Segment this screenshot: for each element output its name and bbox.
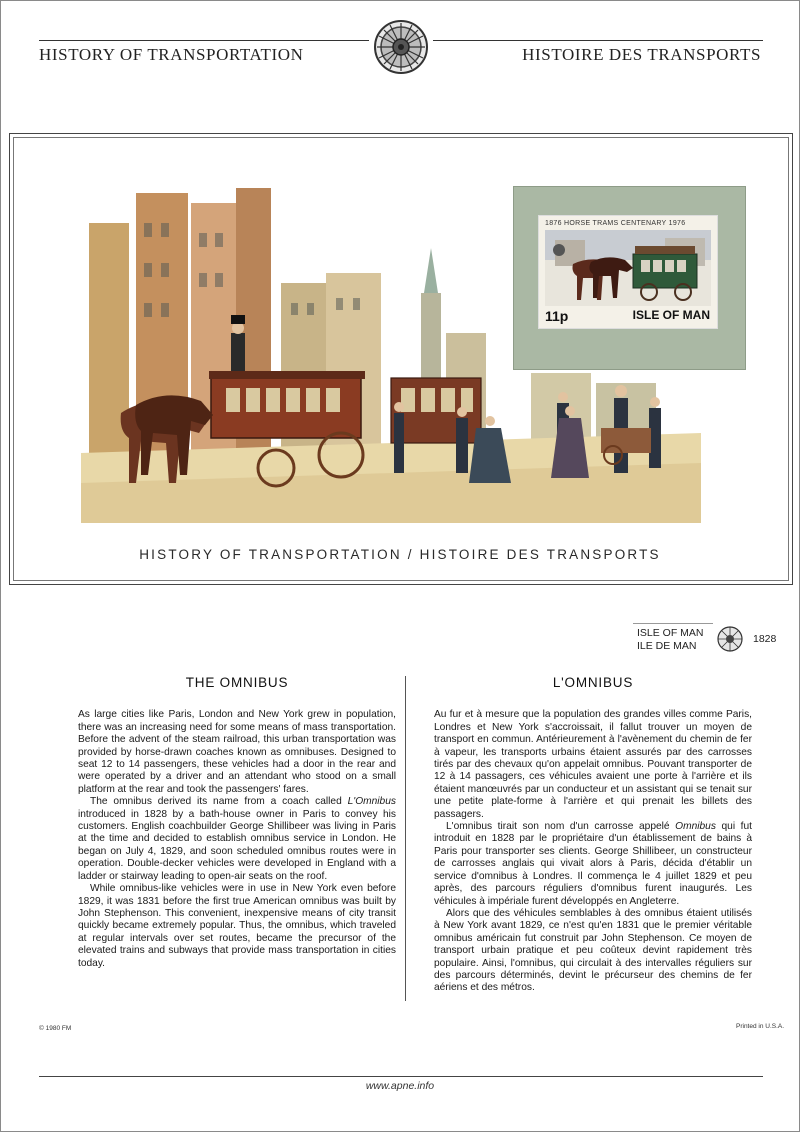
- french-text-column: [434, 677, 752, 995]
- footer-rule: [39, 1076, 763, 1077]
- english-paragraph-2: The omnibus derived its name from a coach called L'Omnibus introduced in 1828 by a bath-house owner in Paris to convey his customers. English coachbuilder George Shillibeer was living in Paris at the time and decided to establish omnibus service in London. He began on July 4, 1829, and soon scheduled omnibus routes were in operation. Double-decker vehicles were developed in England with a ladder or stairway leading to open-air seats on the roof.: [78, 796, 396, 882]
- english-heading: THE OMNIBUS: [185, 675, 289, 690]
- wheel-emblem-icon: [373, 19, 429, 75]
- year-label: 1828: [753, 633, 777, 645]
- french-paragraph-2: L'omnibus tirait son nom d'un carrosse appelé Omnibus qui fut introduit en 1828 par le propriétaire d'un établissement de bains à Paris pour transporter ses clients. George Shillibeer, un constructeur de carrosses anglais qui vivait alors à Paris, décida d'établir un service d'omnibus à Londres. Il commença le 4 juillet 1829 et peu après, des parcours réguliers d'omnibus furent inaugurés. Les véhicules à impériale furent développés en Angleterre.: [434, 821, 752, 907]
- printed-in-notice: Printed in U.S.A.: [736, 1023, 785, 1030]
- country-rule: [633, 623, 713, 624]
- header-title-english: HISTORY OF TRANSPORTATION: [39, 45, 304, 64]
- french-paragraph-1: Au fur et à mesure que la population des grandes villes comme Paris, Londres et New York s'accroissait, il fallut trouver un moyen de transport en commun. Antérieurement à l'avènement du chemin de fer à vapeur, les transports urbains étaient assurés par des carrosses tirés par des chevaux qu'on appelait omnibus. Pouvant transporter de 12 à 14 passagers, ces véhicules avaient une porte à l'arrière et ils étaient manœuvrés par un conducteur et un assistant qui se tenait sur une petite plate-forme à l'arrière et qui prenait les billets des passagers.: [434, 709, 752, 820]
- french-heading: L'OMNIBUS: [552, 675, 634, 690]
- english-coach-name: L'Omnibus: [347, 796, 396, 808]
- country-name-french: ILE DE MAN: [637, 640, 697, 652]
- stamp-denomination: 11p: [545, 308, 569, 324]
- small-wheel-emblem-icon: [713, 624, 747, 654]
- english-paragraph-1: As large cities like Paris, London and New York grew in population, there was an increasing need for some means of mass transportation. Before the advent of the steam railroad, this urban transportation was provided by horse-drawn coaches known as omnibuses. Designed to seat 12 to 14 passengers, these vehicles had a door in the rear and were operated by a driver and an attendant who stood on a small platform at the rear and took the passengers' fares.: [78, 709, 396, 795]
- copyright-notice: © 1980 FM: [39, 1025, 72, 1032]
- horse-tram-stamp-image: [545, 230, 711, 306]
- column-divider: [405, 676, 406, 1001]
- header-rule-left: [39, 40, 369, 41]
- header-rule-right: [433, 40, 763, 41]
- footer-url: www.apne.info: [365, 1080, 435, 1092]
- country-label: [637, 627, 704, 653]
- stamp-inscription: 1876 HORSE TRAMS CENTENARY 1976: [545, 220, 686, 227]
- english-text-column: [78, 677, 396, 970]
- english-paragraph-3: While omnibus-like vehicles were in use in New York even before 1829, it was 1831 before the first true American omnibus was built by John Stephenson. This convenient, inexpensive means of city transit quickly became extremely popular. Thus, the omnibus, which traveled at regular intervals over set routes, became the precursor of the elevated trains and subways that provide mass transportation in cities today.: [78, 883, 396, 969]
- french-coach-name: Omnibus: [675, 821, 716, 833]
- country-name-english: ISLE OF MAN: [637, 627, 704, 639]
- stamp-country: ISLE OF MAN: [632, 308, 710, 322]
- header-title-french: HISTOIRE DES TRANSPORTS: [522, 45, 761, 64]
- illustration-caption: HISTORY OF TRANSPORTATION / HISTOIRE DES TRANSPORTS: [139, 547, 661, 562]
- postage-stamp: [539, 216, 717, 328]
- french-paragraph-3: Alors que des véhicules semblables à des omnibus étaient utilisés à New York avant 1829, ce n'est qu'en 1831 que le premier véritable omnibus américain fut construit par John Stephenson. Ce moyen de transport urbain pratique et peu coûteux devint rapidement très populaire. Ainsi, l'omnibus, qui circulait à des intervalles réguliers sur des parcours déterminés, devint le précurseur des chemins de fer aériens et des métros.: [434, 907, 752, 994]
